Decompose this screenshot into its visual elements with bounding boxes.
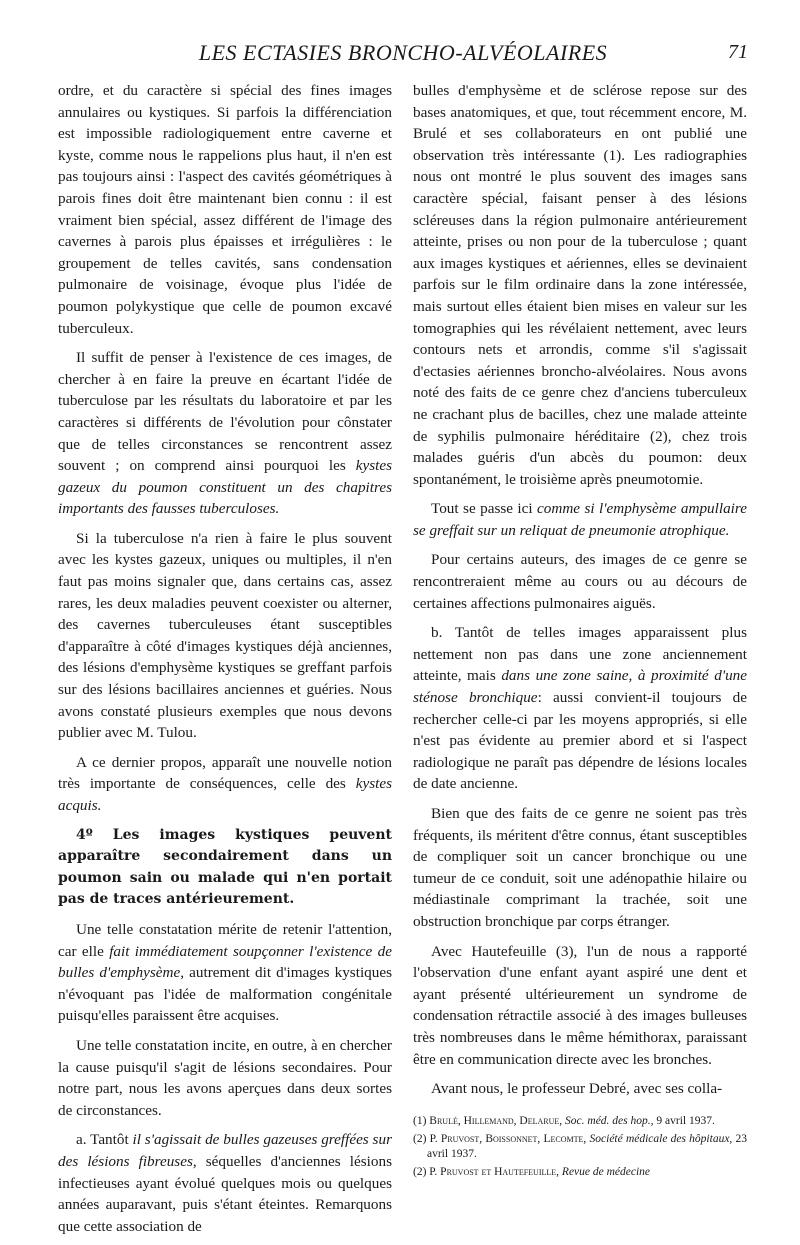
paragraph: ordre, et du caractère si spécial des fines images annulaires ou kystiques. Si parfois la différenciation est impossible radiologiquement entre caverne et kyste, comme nous le rappelions plus haut, il n'en est pas toujours ainsi : l'aspect des cavités géométriques à parois fines doit être maintenant bien connu : il est vraiment bien spécial, assez différent de l'image des cavernes à parois plus épaisses et irrégulières : le groupement de telles cavités, sans condensation pulmonaire de voisinage, évoque plus l'idée de poumon polykystique que celle de poumon excavé tuberculeux. [58, 82, 392, 337]
paragraph: a. Tantôt il s'agissait de bulles gazeuses greffées sur des lésions fibreuses, séquelles d'anciennes lésions infectieuses ayant évolué quelques mois ou quelques années auparavant, puis s'étant éteintes. Remarquons que cette association de [58, 1131, 392, 1235]
paragraph: b. Tantôt de telles images apparaissent plus nettement non pas dans une zone anciennement atteinte, mais dans une zone saine, à proximité d'une sténose bronchique: aussi convient-il toujours de rechercher celle-ci par les moyens appropriés, si elle n'est pas évidente au premier abord et si l'aspect radiologique ne paraît pas dépendre de lésions locales de date ancienne. [413, 624, 747, 793]
paragraph: Il suffit de penser à l'existence de ces images, de chercher à en faire la preuve en écartant l'idée de tuberculose par les résultats du laboratoire et par les caractères si différents de l'évolution pour cônstater que de telles circonstances se rencontrent assez souvent ; on comprend ainsi pourquoi les kystes gazeux du poumon constituent un des chapitres importants des fausses tuberculoses. [58, 349, 392, 518]
section-heading: 4º Les images kystiques peuvent apparaître secondairement dans un poumon sain ou malade qui n'en portait pas de traces antérieurement. [58, 826, 392, 908]
right-column [413, 80, 747, 1183]
paragraph: Tout se passe ici comme si l'emphysème ampullaire se greffait sur un reliquat de pneumonie atrophique. [413, 500, 747, 539]
left-column [58, 80, 392, 1245]
running-title: LES ECTASIES BRONCHO-ALVÉOLAIRES [198, 40, 608, 65]
footnote: (1) Brulé, Hillemand, Delarue, Soc. méd. des hop., 9 avril 1937. [413, 1114, 715, 1127]
paragraph: bulles d'emphysème et de sclérose repose sur des bases anatomiques, et que, tout récemment encore, M. Brulé et ses collaborateurs en ont publié une observation très intéressante (1). Les radiographies nous ont montré le plus souvent des images sans caractère spécial, faisant penser à des lésions scléreuses dans la région pulmonaire antérieurement atteinte, prises ou non pour de la tuberculose ; quant aux images kystiques et aériennes, elles se devinaient parfois sur le film ordinaire dans la zone intéressée, mais surtout elles étaient bien mises en valeur sur les tomographies qui les révélaient nettement, avec leurs contours nets et arrondis, comme s'il s'agissait d'ectasies aériennes broncho-alvéolaires. Nous avons noté des faits de ce genre chez d'anciens tuberculeux ne crachant plus de bacilles, chez une malade atteinte de syphilis pulmonaire héréditaire (2), chez trois malades guéris d'un abcès du poumon: deux spontanément, le troisième après pneumotomie. [413, 82, 747, 488]
paragraph: Bien que des faits de ce genre ne soient pas très fréquents, ils méritent d'être connus, étant susceptibles de compliquer soit un cancer bronchique ou une tumeur de ce conduit, soit une adénopathie hilaire ou médiastinale comprimant la trachée, soit une obstruction bronchique par corps étranger. [413, 805, 747, 930]
paragraph: Une telle constatation incite, en outre, à en chercher la cause puisqu'il s'agit de lésions secondaires. Pour notre part, nous les avons aperçues dans deux sortes de circonstances. [58, 1036, 392, 1119]
paragraph: Avec Hautefeuille (3), l'un de nous a rapporté l'observation d'une enfant ayant aspiré une dent et ayant présenté ultérieurement un syndrome de condensation rétractile associé à des images bulleuses très nombreuses dans le même hémithorax, paraissant être en communication directe avec les bronches. [413, 942, 747, 1068]
paragraph: A ce dernier propos, apparaît une nouvelle notion très importante de conséquences, celle des kystes acquis. [58, 753, 392, 814]
paragraph: Avant nous, le professeur Debré, avec ses colla- [431, 1080, 723, 1098]
page-number: 71 [728, 41, 748, 63]
footnote: (2) P. Pruvost et Hautefeuille, Revue de médecine [413, 1165, 651, 1178]
page-header [58, 36, 748, 70]
paragraph: Une telle constatation mérite de retenir l'attention, car elle fait immédiatement soupçonner l'existence de bulles d'emphysème, autrement dit d'images kystiques n'évoquant pas l'idée de malformation congénitale puisqu'elles paraissent être acquises. [58, 920, 392, 1025]
paragraph: Pour certains auteurs, des images de ce genre se rencontreraient même au cours ou au décours de certaines affections pulmonaires aiguës. [413, 551, 747, 612]
footnotes [413, 1114, 747, 1180]
footnote: (2) P. Pruvost, Boissonnet, Lecomte, Société médicale des hôpitaux, 23 avril 1937. [413, 1132, 748, 1160]
paragraph: Si la tuberculose n'a rien à faire le plus souvent avec les kystes gazeux, uniques ou multiples, il n'en faut pas moins signaler que, dans certains cas, assez rares, les deux maladies peuvent coexister ou alterner, des cavernes tuberculeuses étant susceptibles d'apparaître à côté d'images kystiques déjà anciennes, des lésions d'emphysème kystiques se greffant parfois sur des lésions bacillaires anciennes et guéries. Nous avons constaté plusieurs exemples que nous devons publier avec M. Tulou. [58, 529, 392, 742]
